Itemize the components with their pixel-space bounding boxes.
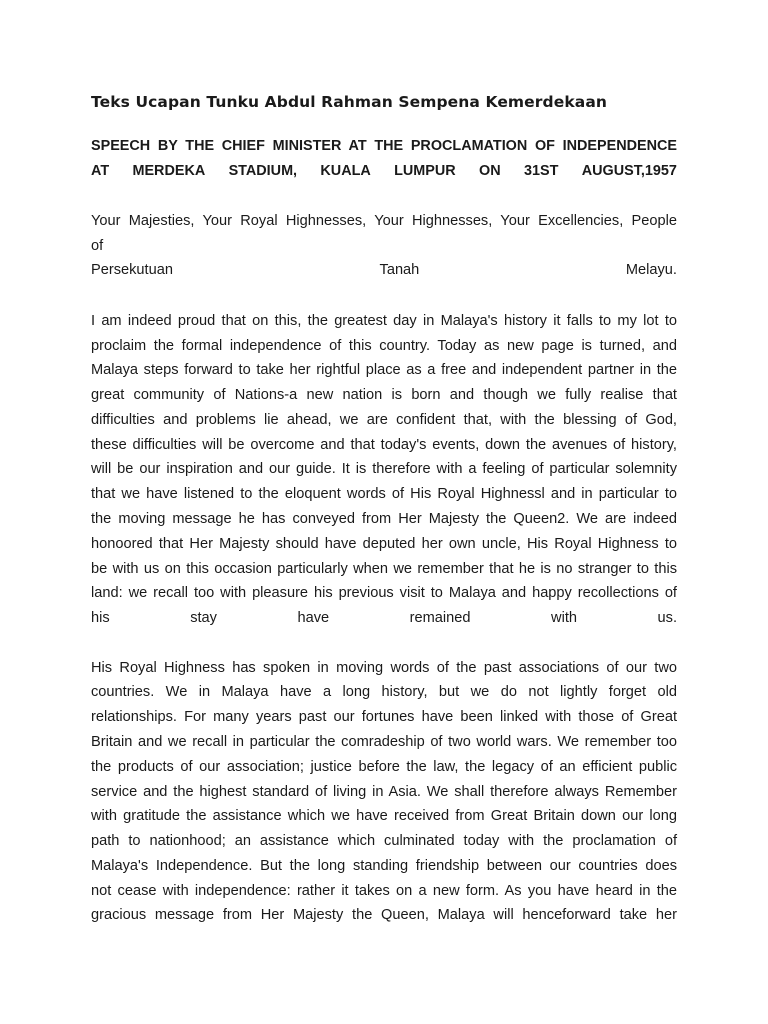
line-text: land: we recall too with pleasure his previous visit to Malaya and happy recollections of xyxy=(91,585,677,601)
paragraph-1-line xyxy=(91,459,677,479)
salutation-word: Tanah xyxy=(379,262,420,278)
paragraph-2-line xyxy=(91,782,677,802)
line-text: His Royal Highness has spoken in moving words of the past associations of our two xyxy=(91,660,677,676)
paragraph-1-line xyxy=(91,410,677,430)
document-title: Teks Ucapan Tunku Abdul Rahman Sempena Kemerdekaan xyxy=(91,93,608,111)
salutation-line-2: of xyxy=(91,238,104,254)
heading-word: KUALA xyxy=(320,163,371,179)
line-text: proclaim the formal independence of this country. Today as new page is turned, and xyxy=(91,338,677,354)
line-word: us. xyxy=(657,610,677,626)
paragraph-1-line xyxy=(91,336,677,356)
paragraph-1-line xyxy=(91,583,677,603)
line-text: be with us on this occasion particularly when we remember that he is no stranger to this xyxy=(91,561,677,577)
line-text: countries. We in Malaya have a long history, but we do not lightly forget old xyxy=(91,684,677,700)
paragraph-2-line xyxy=(91,732,677,752)
paragraph-2-line xyxy=(91,682,677,702)
line-text: these difficulties will be overcome and that today's events, down the avenues of history, xyxy=(91,437,677,453)
paragraph-1-last-line xyxy=(91,608,677,628)
paragraph-2-line xyxy=(91,905,677,925)
line-word: with xyxy=(551,610,577,626)
paragraph-1-line xyxy=(91,385,677,405)
line-text: Britain and we recall in particular the comradeship of two world wars. We remember too xyxy=(91,734,677,750)
line-word: his xyxy=(91,610,110,626)
speech-heading-line-2 xyxy=(91,161,677,181)
line-text: path to nationhood; an assistance which culminated today with the proclamation of xyxy=(91,833,677,849)
heading-word: STADIUM, xyxy=(228,163,298,179)
paragraph-2-line xyxy=(91,856,677,876)
line-word: remained xyxy=(409,610,471,626)
line-word: have xyxy=(297,610,330,626)
line-text: I am indeed proud that on this, the greatest day in Malaya's history it falls to my lot to xyxy=(91,313,677,329)
line-text: service and the highest standard of living in Asia. We shall therefore always Remember xyxy=(91,784,677,800)
salutation-text: Your Majesties, Your Royal Highnesses, Your Highnesses, Your Excellencies, People xyxy=(91,213,677,229)
line-text: difficulties and problems lie ahead, we are confident that, with the blessing of God, xyxy=(91,412,677,428)
line-text: Malaya's Independence. But the long standing friendship between our countries does xyxy=(91,858,677,874)
paragraph-2-line xyxy=(91,881,677,901)
paragraph-2-line xyxy=(91,658,677,678)
heading-word: MERDEKA xyxy=(132,163,206,179)
line-text: honoored that Her Majesty should have deputed her own uncle, His Royal Highness to xyxy=(91,536,677,552)
line-text: not cease with independence: rather it takes on a new form. As you have heard in the xyxy=(91,883,677,899)
heading-word: LUMPUR xyxy=(394,163,456,179)
paragraph-1-line xyxy=(91,311,677,331)
paragraph-2-line xyxy=(91,757,677,777)
salutation-word: Melayu. xyxy=(625,262,677,278)
heading-word: AUGUST,1957 xyxy=(581,163,677,179)
speech-heading-line-1 xyxy=(91,136,677,156)
line-text: relationships. For many years past our fortunes have been linked with those of Great xyxy=(91,709,677,725)
heading-word: 31ST xyxy=(523,163,559,179)
paragraph-1-line xyxy=(91,435,677,455)
heading-word: AT xyxy=(91,163,110,179)
line-text: Malaya steps forward to take her rightful place as a free and independent partner in the xyxy=(91,362,677,378)
line-text: great community of Nations-a new nation is born and though we fully realise that xyxy=(91,387,677,403)
paragraph-1-line xyxy=(91,559,677,579)
salutation-line-1 xyxy=(91,211,677,231)
heading-text: SPEECH BY THE CHIEF MINISTER AT THE PROCLAMATION OF INDEPENDENCE xyxy=(91,138,677,154)
line-text: that we have listened to the eloquent words of His Royal Highnessl and in particular to xyxy=(91,486,677,502)
line-text: with gratitude the assistance which we have received from Great Britain down our long xyxy=(91,808,677,824)
line-text: the moving message he has conveyed from Her Majesty the Queen2. We are indeed xyxy=(91,511,677,527)
salutation-word: Persekutuan xyxy=(91,262,173,278)
heading-word: ON xyxy=(479,163,501,179)
line-text: the products of our association; justice before the law, the legacy of an efficient public xyxy=(91,759,677,775)
paragraph-1-line xyxy=(91,534,677,554)
paragraph-2-line xyxy=(91,707,677,727)
paragraph-1-line xyxy=(91,360,677,380)
paragraph-1-line xyxy=(91,509,677,529)
line-text: gracious message from Her Majesty the Queen, Malaya will henceforward take her xyxy=(91,907,677,923)
line-word: stay xyxy=(190,610,217,626)
paragraph-2-line xyxy=(91,806,677,826)
line-text: will be our inspiration and our guide. It is therefore with a feeling of particular solemnity xyxy=(91,461,677,477)
paragraph-2-line xyxy=(91,831,677,851)
salutation-line-3 xyxy=(91,260,677,280)
paragraph-1-line xyxy=(91,484,677,504)
